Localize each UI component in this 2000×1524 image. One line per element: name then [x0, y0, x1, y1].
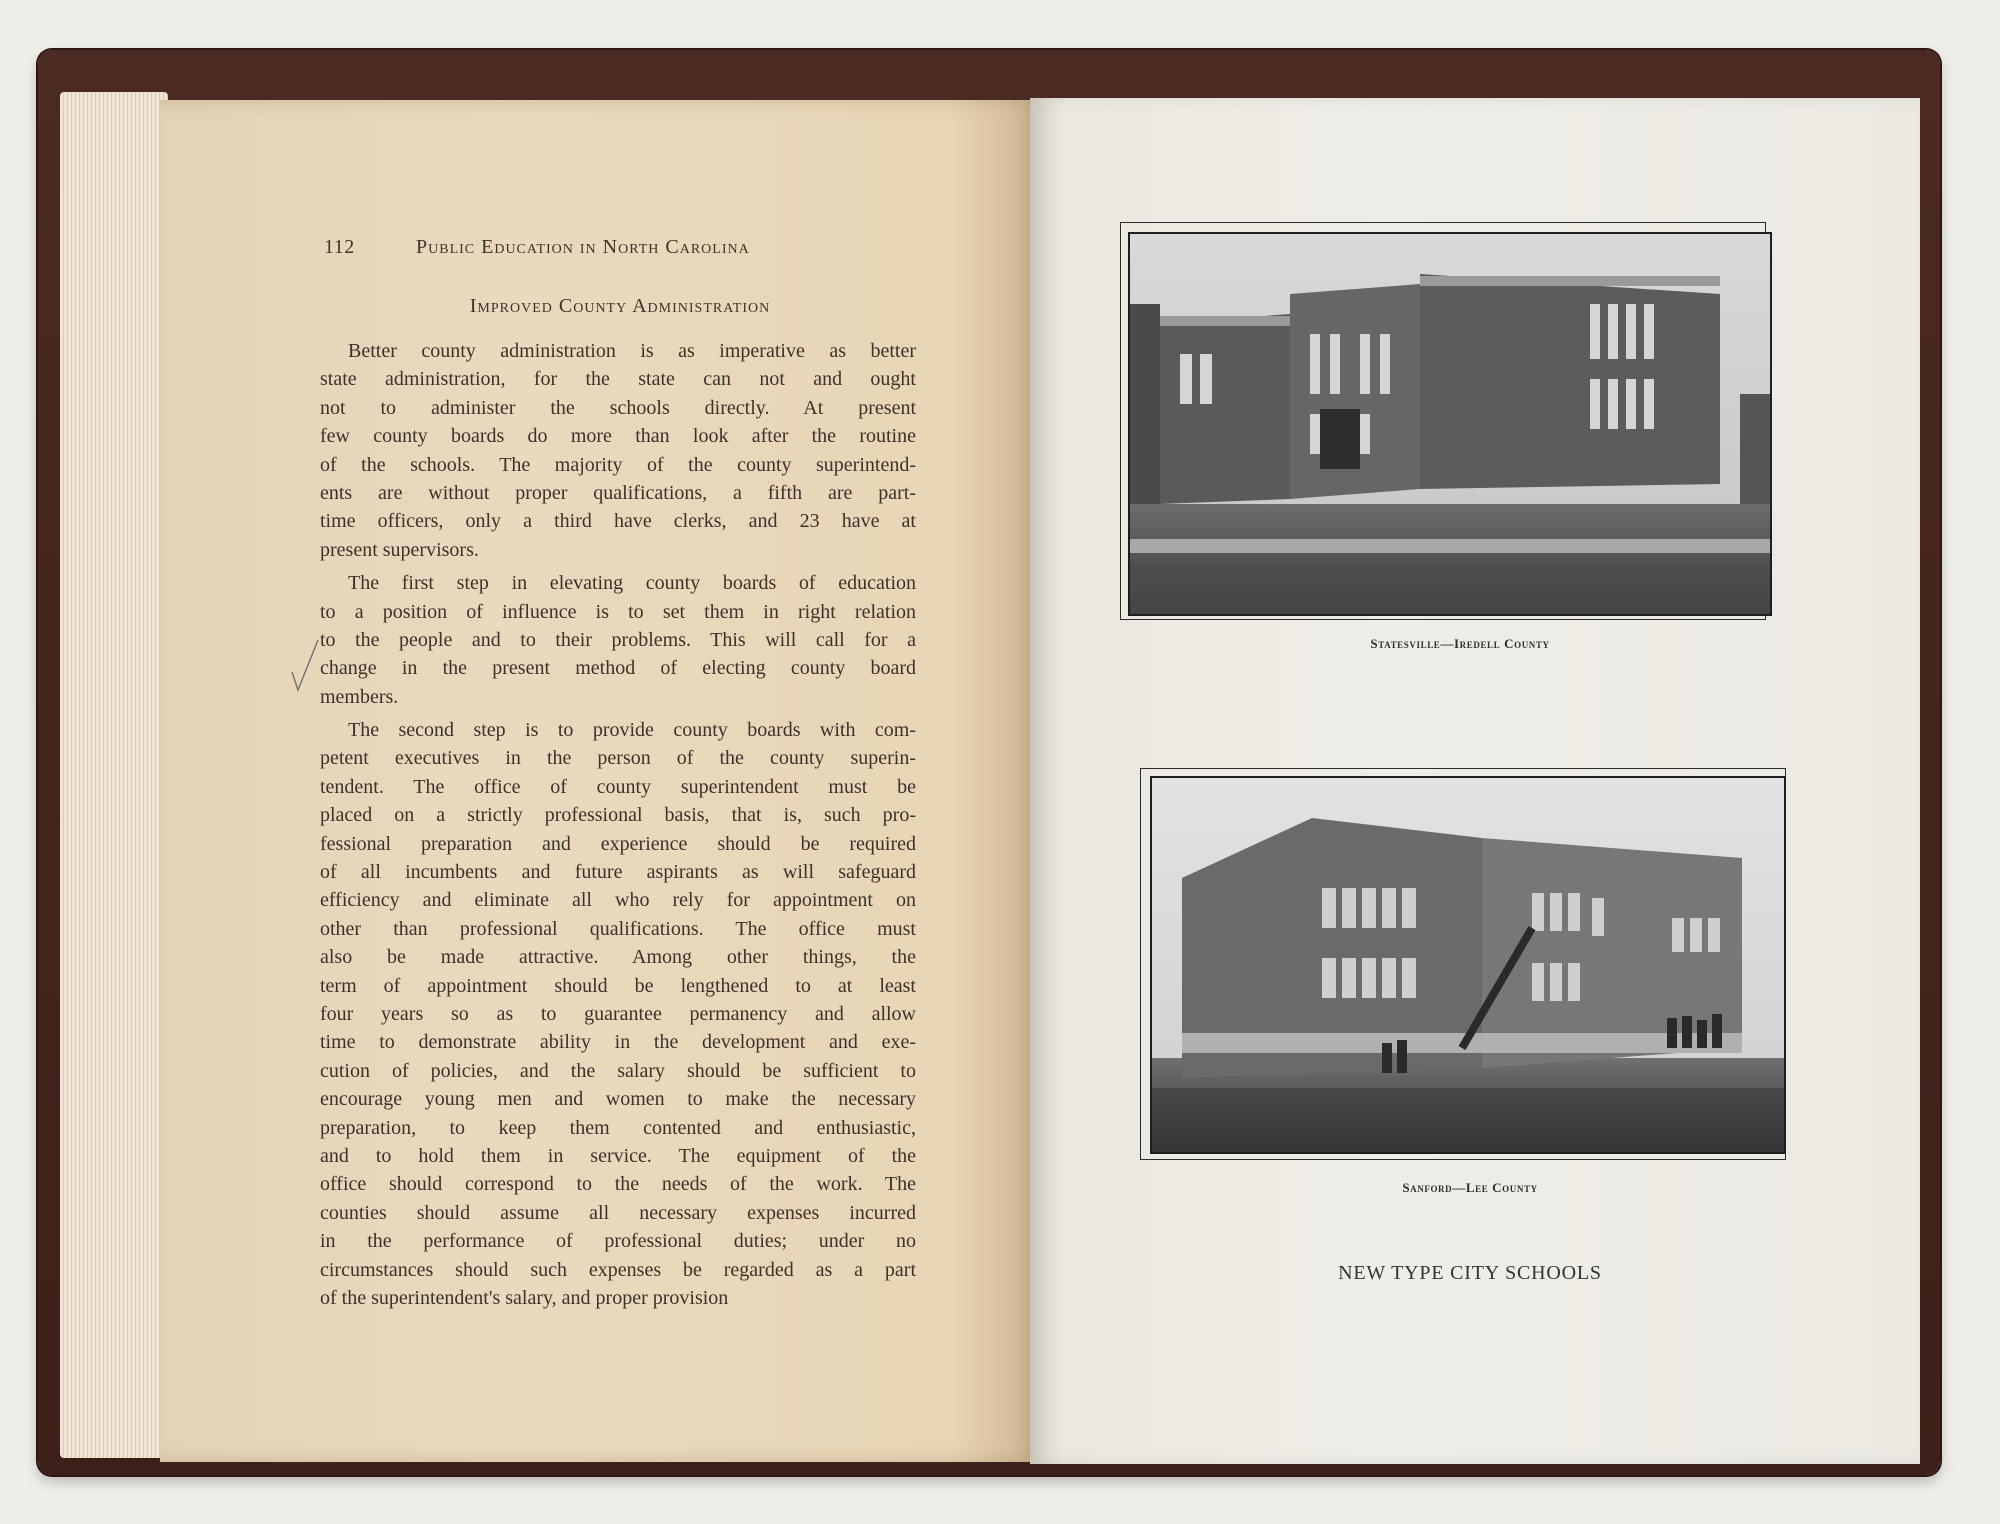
text-line: petent executives in the person of the county superin-	[320, 747, 916, 770]
text-line: in the performance of professional duties; under no	[320, 1230, 916, 1253]
text-line: office should correspond to the needs of the work. The	[320, 1173, 916, 1196]
paragraph	[320, 337, 916, 564]
page-number: 112	[324, 236, 355, 258]
text-line: counties should assume all necessary expenses incurred	[320, 1201, 916, 1224]
text-line: four years so as to guarantee permanency and allow	[320, 1002, 916, 1025]
pencil-checkmark	[290, 638, 320, 694]
text-line: of the schools. The majority of the county superintend-	[320, 453, 916, 476]
running-title: Public Education in North Carolina	[416, 236, 750, 258]
text-line: of the superintendent's salary, and proper provision	[320, 1286, 729, 1309]
sanford-school-photo	[1150, 776, 1786, 1154]
statesville-school-photo	[1128, 232, 1772, 616]
paragraph	[320, 569, 916, 711]
text-line: efficiency and eliminate all who rely for appointment on	[320, 889, 916, 912]
text-line: of all incumbents and future aspirants as will safeguard	[320, 861, 916, 884]
text-line: tendent. The office of county superintendent must be	[320, 775, 916, 798]
text-line: The second step is to provide county boards with com-	[348, 719, 916, 742]
paragraph	[320, 716, 916, 1312]
text-line: ents are without proper qualifications, a fifth are part-	[320, 481, 916, 504]
caption-sanford: Sanford—Lee County	[1402, 1180, 1538, 1195]
text-line: and to hold them in service. The equipment of the	[320, 1144, 916, 1167]
text-line: Better county administration is as imperative as better	[348, 340, 916, 362]
text-line: The first step in elevating county boards of education	[348, 572, 916, 595]
text-line: placed on a strictly professional basis, that is, such pro-	[320, 804, 916, 827]
running-head	[324, 236, 1044, 266]
text-line: state administration, for the state can not and ought	[320, 368, 916, 391]
text-line: other than professional qualifications. The office must	[320, 917, 916, 940]
section-heading: Improved County Administration	[469, 295, 771, 317]
text-line: cution of policies, and the salary should be sufficient to	[320, 1059, 916, 1082]
plate-title: NEW TYPE CITY SCHOOLS	[1338, 1262, 1602, 1284]
text-line: members.	[320, 685, 399, 708]
caption-statesville: Statesville—Iredell County	[1370, 636, 1550, 651]
text-line: to the people and to their problems. This will call for a	[320, 628, 916, 651]
text-line: few county boards do more than look after the routine	[320, 425, 916, 448]
text-line: fessional preparation and experience should be required	[320, 832, 916, 855]
text-line: change in the present method of electing county board	[320, 657, 916, 680]
text-line: term of appointment should be lengthened to at least	[320, 974, 916, 997]
text-line: preparation, to keep them contented and enthusiastic,	[320, 1116, 916, 1139]
text-line: to a position of influence is to set them in right relation	[320, 600, 916, 623]
body-text	[320, 337, 916, 1317]
text-line: time officers, only a third have clerks, and 23 have at	[320, 510, 916, 533]
text-line: encourage young men and women to make the necessary	[320, 1088, 916, 1111]
text-line: circumstances should such expenses be regarded as a part	[320, 1258, 916, 1281]
text-line: time to demonstrate ability in the development and exe-	[320, 1031, 916, 1054]
text-line: present supervisors.	[320, 538, 479, 561]
page-stack-edge	[60, 92, 168, 1458]
text-line: also be made attractive. Among other things, the	[320, 946, 916, 969]
text-line: not to administer the schools directly. At present	[320, 396, 916, 419]
